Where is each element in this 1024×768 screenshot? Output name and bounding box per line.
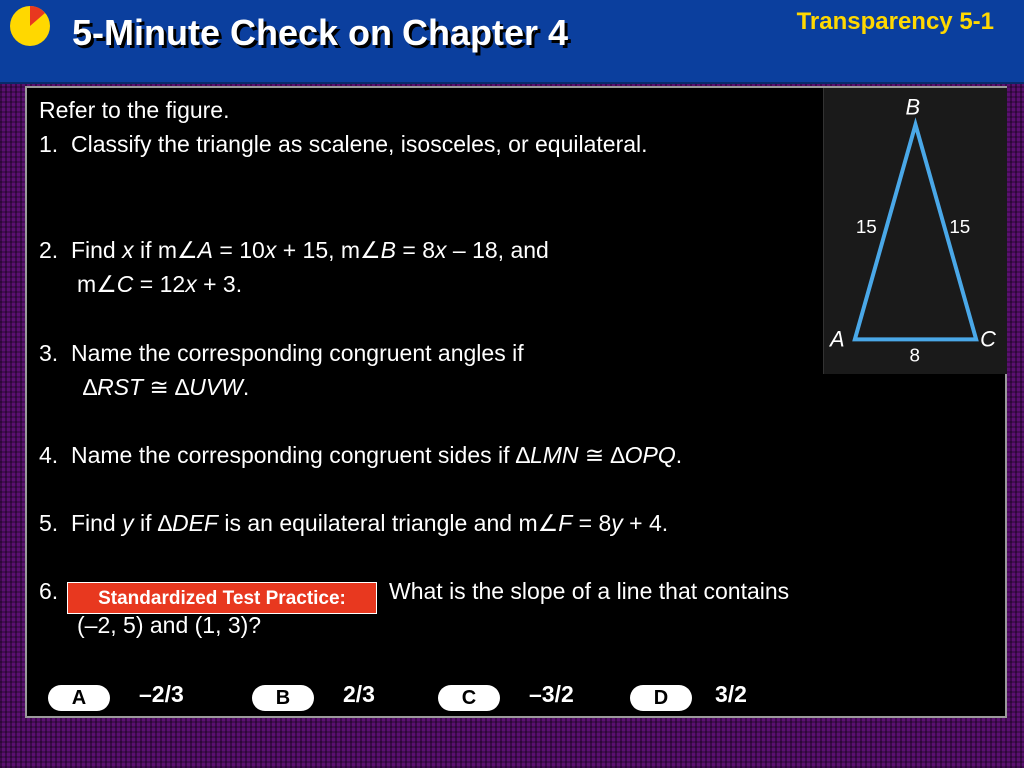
question-6-number: 6. [39, 578, 59, 604]
question-5 [39, 509, 668, 537]
variable: y [122, 510, 134, 536]
choice-a-button[interactable]: A [48, 685, 110, 711]
question-1 [39, 130, 648, 158]
question-text: + 3. [196, 271, 243, 297]
standardized-test-badge: Standardized Test Practice: [67, 582, 377, 614]
question-number: 4. [39, 442, 59, 468]
variable: y [611, 510, 623, 536]
variable: x [122, 237, 134, 263]
question-text: Find [70, 237, 123, 263]
page-title: 5-Minute Check on Chapter 4 [72, 12, 569, 53]
question-2-line-2 [77, 270, 242, 298]
vertex-label-c: C [980, 326, 996, 352]
vertex-label-a: A [829, 326, 845, 352]
side-label-ac: 8 [909, 345, 921, 367]
question-number: 1. [39, 131, 59, 157]
variable: x [435, 237, 447, 263]
question-2 [39, 236, 549, 264]
variable: DEF [171, 510, 218, 536]
variable: F [558, 510, 573, 536]
question-3 [39, 339, 524, 367]
question-text: Name the corresponding congruent sides if ∆ [70, 442, 530, 468]
question-text: m∠ [77, 271, 117, 297]
variable: x [264, 237, 277, 263]
question-text: ≅ ∆ [578, 442, 625, 468]
question-text: . [242, 374, 250, 400]
vertex-label-b: B [905, 94, 921, 120]
question-text: + 15, m∠ [276, 237, 381, 263]
question-text: Name the corresponding congruent angles if [70, 340, 524, 366]
choice-b-button[interactable]: B [252, 685, 314, 711]
question-text: Find [70, 510, 123, 536]
intro-text: Refer to the figure. [39, 97, 230, 123]
question-text: = 12 [133, 271, 186, 297]
question-text: ≅ ∆ [143, 374, 190, 400]
question-text: = 10 [213, 237, 265, 263]
question-text: if m∠ [133, 237, 198, 263]
side-label-bc: 15 [949, 216, 971, 238]
question-text: is an equilateral triangle and m∠ [217, 510, 559, 536]
question-text: = 8 [396, 237, 436, 263]
triangle-figure [823, 88, 1007, 374]
question-3-line-2 [83, 373, 249, 401]
clock-icon [8, 4, 52, 48]
transparency-label: Transparency 5-1 [796, 8, 994, 35]
choice-c-button[interactable]: C [438, 685, 500, 711]
question-number: 3. [39, 340, 59, 366]
variable: OPQ [624, 442, 676, 468]
content-panel [25, 86, 1007, 718]
header-bar [0, 0, 1024, 84]
question-6-text: What is the slope of a line that contains [389, 578, 790, 604]
variable: B [380, 237, 397, 263]
question-text: – 18, and [446, 237, 549, 263]
question-4 [39, 441, 682, 469]
choice-b-value: 2/3 [343, 681, 375, 707]
variable: RST [97, 374, 144, 400]
choice-a-value: –2/3 [139, 681, 184, 707]
side-label-ab: 15 [855, 216, 877, 238]
question-text: ∆ [83, 374, 98, 400]
question-text: if ∆ [133, 510, 172, 536]
variable: x [185, 271, 197, 297]
question-number: 2. [39, 237, 59, 263]
choice-c-value: –3/2 [529, 681, 574, 707]
question-text: Classify the triangle as scalene, isosceles, or equilateral. [70, 131, 648, 157]
choice-d-button[interactable]: D [630, 685, 692, 711]
variable: UVW [189, 374, 243, 400]
question-number: 5. [39, 510, 59, 536]
question-text: . [675, 442, 683, 468]
question-text: = 8 [572, 510, 612, 536]
variable: C [116, 271, 134, 297]
variable: LMN [529, 442, 579, 468]
choice-d-value: 3/2 [715, 681, 747, 707]
variable: A [197, 237, 214, 263]
question-6-line-2: (–2, 5) and (1, 3)? [77, 612, 262, 638]
question-text: + 4. [622, 510, 669, 536]
